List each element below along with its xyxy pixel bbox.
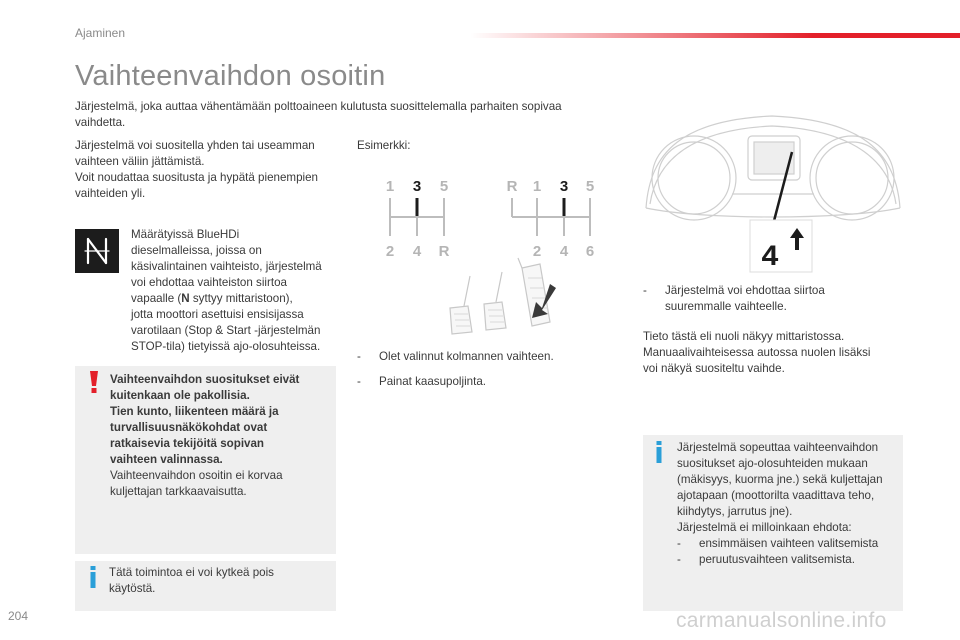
page-number: 204 <box>8 609 29 623</box>
example-bullet-accelerator: - Painat kaasupoljinta. <box>357 375 486 388</box>
upshift-bullet: - Järjestelmä voi ehdottaa siirtoa suuremmalle vaihteelle. <box>643 284 825 313</box>
recommended-gear-digit: 4 <box>760 241 780 275</box>
gear-label-3-selected: 3 <box>559 178 569 195</box>
warning-text: Vaihteenvaihdon suositukset eivät kuitenkaan ole pakollisia. Tien kunto, liikenteen määrä ja turvallisuusnäkökohdat ovat ratkaisevia tekijöitä sopivan vaihteen valinnassa. Vaihteenvaihdon osoitin ei korvaa kuljettajan tarkkaavaisutta. <box>110 373 300 498</box>
gear-label-5: 5 <box>439 178 449 195</box>
gear-label-1: 1 <box>385 178 395 195</box>
info-i-icon <box>654 441 664 463</box>
gear-label-5: 5 <box>585 178 595 195</box>
example-label: Esimerkki: <box>357 139 411 152</box>
gear-label-4: 4 <box>559 243 569 260</box>
gear-pedal-illustration <box>372 172 612 342</box>
header-rule <box>470 33 960 38</box>
gear-label-2: 2 <box>532 243 542 260</box>
list-item: - peruutusvaihteen valitsemista. <box>677 553 855 566</box>
gear-label-2: 2 <box>385 243 395 260</box>
section-label: Ajaminen <box>75 26 126 40</box>
bluehdi-paragraph: Määrätyissä BlueHDi dieselmalleissa, joissa on käsivalintainen vaihteisto, järjestelmä voi ehdottaa vaihteiston siirtoa vapaalle (N syttyy mittaristoon), jotta moottori asettuisi ensisijassa varotilaan (Stop & Start -järjestelmän STOP-tila) tietyissä ajo-olosuhteissa. <box>131 228 322 353</box>
instrument-cluster-illustration <box>642 112 904 282</box>
gear-label-r: R <box>438 243 450 260</box>
gear-label-4: 4 <box>412 243 422 260</box>
intro-text: Järjestelmä, joka auttaa vähentämään polttoaineen kulutusta suosittelemalla parhaiten sopivaa vaihdetta. <box>75 100 562 129</box>
watermark: carmanualsonline.info <box>676 609 887 632</box>
gear-label-3-selected: 3 <box>412 178 422 195</box>
example-bullet-third-gear: - Olet valinnut kolmannen vaihteen. <box>357 350 554 363</box>
info-adaptation-text: Järjestelmä sopeuttaa vaihteenvaihdon suositukset ajo-olosuhteiden mukaan (mäkisyys, kuorma jne.) sekä kuljettajan ajotapaan (moottorilta vaadittava teho, kiihdytys, jarrutus jne). Järjestelmä ei milloinkaan ehdota: - ensimmäisen vaihteen valitsemista - peruutusvaihteen valitsemista. <box>677 440 899 568</box>
gear-label-1: 1 <box>532 178 542 195</box>
neutral-n-icon <box>75 229 119 273</box>
info-i-icon <box>88 566 98 588</box>
skip-gear-paragraph: Järjestelmä voi suositella yhden tai useamman vaihteen väliin jättämistä. Voit noudattaa suositusta ja hypätä pienempien vaihteiden yli. <box>75 139 318 200</box>
list-item: - ensimmäisen vaihteen valitsemista <box>677 537 879 550</box>
gear-label-6: 6 <box>585 243 595 260</box>
arrow-info-paragraph: Tieto tästä eli nuoli näkyy mittaristossa. Manuaalivaihteisessa autossa nuolen lisäksi voi näkyä suositeltu vaihde. <box>643 330 871 375</box>
gear-label-r: R <box>506 178 518 195</box>
info-disable-text: Tätä toimintoa ei voi kytkeä pois käytöstä. <box>109 566 274 595</box>
exclamation-icon <box>88 371 100 393</box>
page-title: Vaihteenvaihdon osoitin <box>75 60 386 92</box>
